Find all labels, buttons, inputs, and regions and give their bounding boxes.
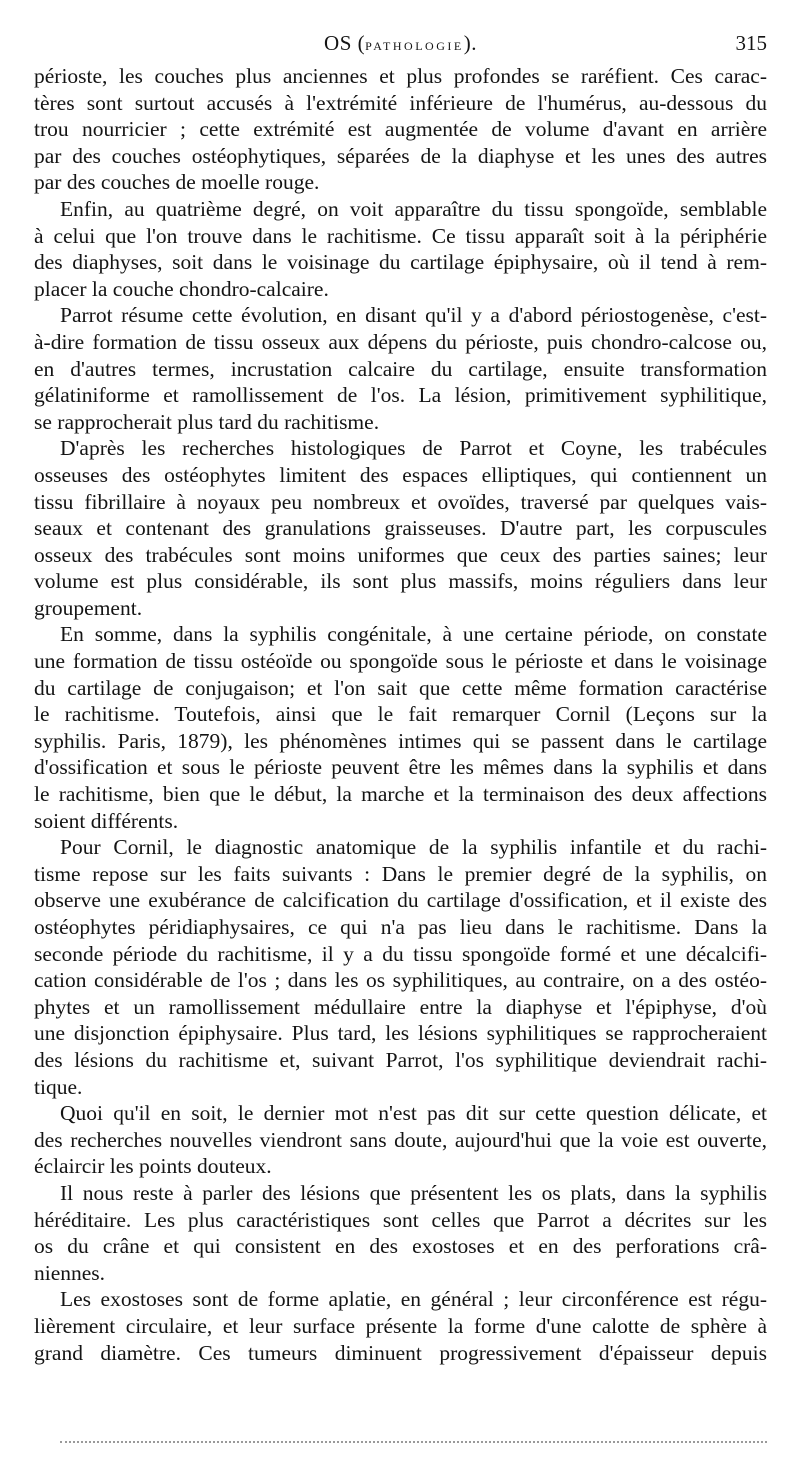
text-line: lièrement circulaire, et leur surface présente la forme d'une calotte de sphère à (34, 1313, 767, 1338)
text-line: os du crâne et qui consistent en des exostoses et en des perforations crâ- (34, 1234, 767, 1259)
paragraph (34, 196, 767, 302)
text-line: tissu fibrillaire à noyaux peu nombreux et ovoïdes, traversé par quelques vais- (34, 489, 767, 514)
text-line: volume est plus considérable, ils sont plus massifs, moins réguliers dans leur (34, 569, 767, 594)
paragraph (34, 834, 767, 1100)
text-line: des lésions du rachitisme et, suivant Parrot, l'os syphilitique deviendrait rachi- (34, 1047, 767, 1072)
paragraph (34, 1180, 767, 1286)
text-line: niennes. (34, 1260, 106, 1285)
text-line: se rapprocherait plus tard du rachitisme. (34, 409, 380, 434)
text-line: du cartilage de conjugaison; et l'on sait que cette même formation caractérise (34, 675, 767, 700)
text-line: Les exostoses sont de forme aplatie, en général ; leur circonférence est régu- (60, 1287, 767, 1312)
text-line: tique. (34, 1074, 83, 1099)
text-line: D'après les recherches histologiques de Parrot et Coyne, les trabécules (60, 436, 767, 461)
text-line: cation considérable de l'os ; dans les os syphilitiques, au contraire, on a des ostéo- (34, 968, 767, 993)
text-line: Il nous reste à parler des lésions que présentent les os plats, dans la syphilis (60, 1180, 767, 1205)
text-line: héréditaire. Les plus caractéristiques sont celles que Parrot a décrites sur les (34, 1207, 767, 1232)
text-line: tisme repose sur les faits suivants : Dans le premier degré de la syphilis, on (34, 861, 767, 886)
paragraph (34, 302, 767, 435)
text-line: soient différents. (34, 808, 179, 833)
text-line: syphilis. Paris, 1879), les phénomènes intimes qui se passent dans le cartilage (34, 728, 767, 753)
text-line: ostéophytes péridiaphysaires, ce qui n'a pas lieu dans le rachitisme. Dans la (34, 915, 767, 939)
text-line: le rachitisme. Toutefois, ainsi que le fait remarquer Cornil (Leçons sur la (34, 702, 767, 727)
bottom-dotted-rule (60, 1441, 767, 1443)
running-title-end: ). (463, 31, 477, 55)
text-line: en d'autres termes, incrustation calcaire du cartilage, ensuite transformation (34, 356, 767, 381)
text-line: gélatiniforme et ramollissement de l'os. La lésion, primitivement syphilitique, (34, 383, 767, 408)
text-line: placer la couche chondro-calcaire. (34, 276, 329, 301)
text-line: éclaircir les points douteux. (34, 1154, 272, 1179)
text-line: périoste, les couches plus anciennes et plus profondes se raréfient. Ces carac- (34, 64, 767, 88)
text-line: Enfin, au quatrième degré, on voit apparaître du tissu spongoïde, semblable (60, 196, 767, 221)
text-line: seaux et contenant des granulations graisseuses. D'autre part, les corpuscules (34, 516, 767, 541)
paragraph (34, 1286, 767, 1366)
running-title (34, 31, 767, 56)
text-line: à celui que l'on trouve dans le rachitisme. Ce tissu apparaît soit à la périphérie (34, 223, 767, 248)
text-line: une formation de tissu ostéoïde ou spongoïde sous le périoste et dans le voisinage (34, 649, 767, 674)
text-line: phytes et un ramollissement médullaire entre la diaphyse et l'épiphyse, d'où (34, 994, 767, 1019)
text-line: par des couches de moelle rouge. (34, 170, 320, 195)
text-line: Quoi qu'il en soit, le dernier mot n'est pas dit sur cette question délicate, et (60, 1101, 767, 1126)
text-line: seconde période du rachitisme, il y a du tissu spongoïde formé et une décalcifi- (34, 941, 767, 966)
running-header (34, 31, 767, 57)
text-line: observe une exubérance de calcification du cartilage d'ossification, et il existe des (34, 888, 767, 913)
text-line: par des couches ostéophytiques, séparées de la diaphyse et les unes des autres (34, 143, 767, 168)
text-line: à-dire formation de tissu osseux aux dépens du périoste, puis chondro-calcose ou, (34, 329, 767, 354)
text-line: d'ossification et sous le périoste peuvent être les mêmes dans la syphilis et dans (34, 755, 767, 780)
text-line: grand diamètre. Ces tumeurs diminuent progressivement d'épaisseur depuis (34, 1340, 767, 1365)
paragraph (34, 435, 767, 621)
paragraph (34, 1100, 767, 1180)
text-line: une disjonction épiphysaire. Plus tard, les lésions syphilitiques se rapprocheraient (34, 1021, 767, 1046)
running-title-smallcaps: PATHOLOGIE (365, 39, 464, 53)
text-line: osseuses des ostéophytes limitent des espaces elliptiques, qui contiennent un (34, 462, 767, 487)
running-title-main: OS ( (324, 31, 366, 55)
paragraph (34, 621, 767, 834)
text-line: Parrot résume cette évolution, en disant qu'il y a d'abord périostogenèse, c'est- (60, 303, 767, 328)
text-line: tères sont surtout accusés à l'extrémité inférieure de l'humérus, au-dessous du (34, 90, 767, 115)
body-text (34, 63, 767, 1366)
text-line: En somme, dans la syphilis congénitale, à une certaine période, on constate (60, 622, 767, 647)
paragraph (34, 63, 767, 196)
text-line: des diaphyses, soit dans le voisinage du cartilage épiphysaire, où il tend à rem- (34, 250, 767, 275)
text-line: des recherches nouvelles viendront sans doute, aujourd'hui que la voie est ouverte, (34, 1127, 767, 1152)
text-line: osseux des trabécules sont moins uniformes que ceux des parties saines; leur (34, 542, 767, 567)
text-line: Pour Cornil, le diagnostic anatomique de la syphilis infantile et du rachi- (60, 835, 767, 860)
text-line: groupement. (34, 595, 143, 620)
text-line: trou nourricier ; cette extrémité est augmentée de volume d'avant en arrière (34, 117, 767, 142)
text-line: le rachitisme, bien que le début, la marche et la terminaison des deux affections (34, 782, 767, 807)
page-number: 315 (735, 31, 767, 55)
